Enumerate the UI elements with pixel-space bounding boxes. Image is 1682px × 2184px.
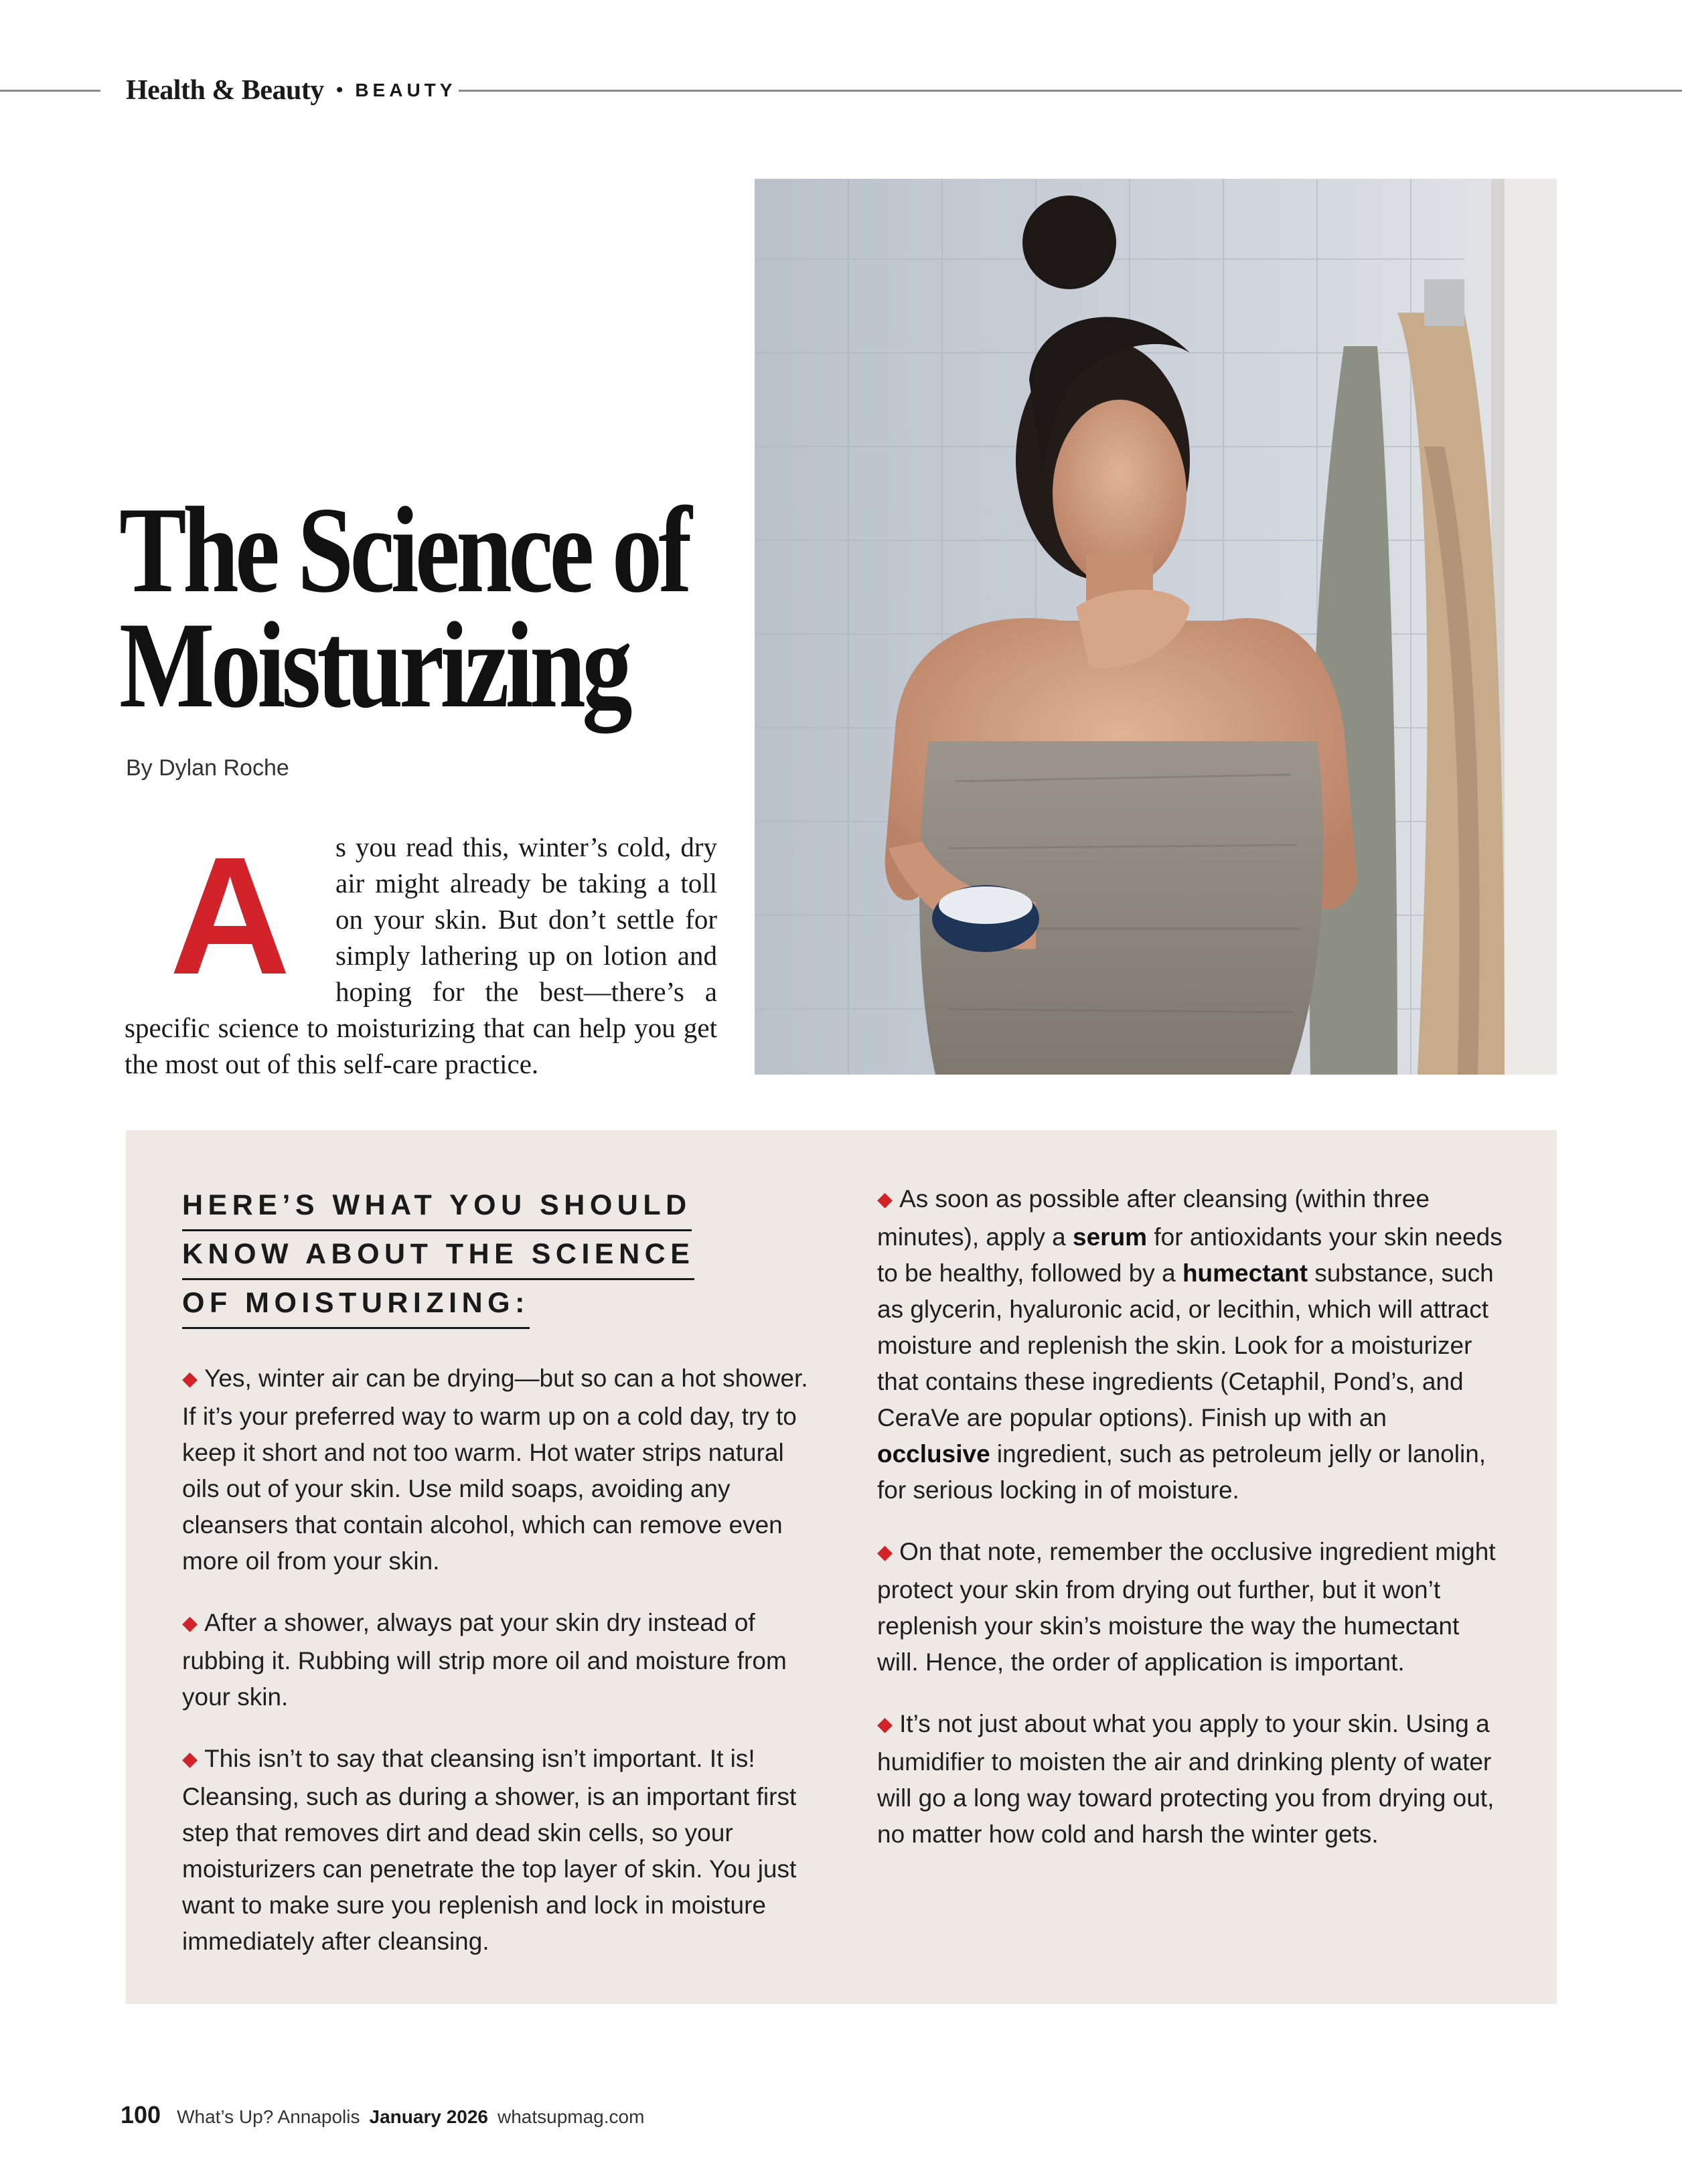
diamond-bullet-icon: ◆: [877, 1713, 893, 1735]
keyword-occlusive: occlusive: [877, 1440, 990, 1468]
website-url: whatsupmag.com: [497, 2106, 645, 2127]
publication-name: What’s Up? Annapolis: [177, 2106, 360, 2127]
header-separator: •: [335, 79, 343, 101]
diamond-bullet-icon: ◆: [182, 1612, 198, 1634]
article-intro: [125, 822, 717, 1082]
article-title: [119, 481, 688, 733]
article-title-line2: Moisturizing: [119, 597, 629, 733]
tip-text: substance, such as glycerin, hyaluronic acid, or lecithin, which will attract moisture and replenish the skin. Look for a moisturizer that contains these ingredients (Cetaphil, Pond’s, and CeraVe are popular options). Finish up with an: [877, 1259, 1494, 1431]
tip-text: for antioxidants your skin needs to be healthy, followed by a: [877, 1223, 1503, 1287]
tip-text: As soon as possible after cleansing (within three minutes), apply a: [877, 1185, 1430, 1251]
sidebar-heading-line1: HERE’S WHAT YOU SHOULD: [182, 1186, 692, 1231]
tip-text: Yes, winter air can be drying—but so can a hot shower. If it’s your preferred way to warm up on a cold day, try to keep it short and not too warm. Hot water strips natural oils out of your skin. Use mild soaps, avoiding any cleansers that contain alcohol, which can remove even more oil from your skin.: [182, 1364, 808, 1575]
keyword-serum: serum: [1073, 1223, 1148, 1251]
tip-text: After a shower, always pat your skin dry instead of rubbing it. Rubbing will strip more oil and moisture from your skin.: [182, 1609, 787, 1711]
article-byline: By Dylan Roche: [126, 755, 289, 781]
sidebar-column-right: [877, 1181, 1503, 1878]
subsection-name: BEAUTY: [355, 80, 457, 100]
section-name: Health & Beauty: [126, 75, 324, 106]
sidebar-heading-line2: KNOW ABOUT THE SCIENCE: [182, 1235, 694, 1280]
header-rule-left: [0, 90, 100, 92]
tip-text: On that note, remember the occlusive ingredient might protect your skin from drying out further, but it won’t replenish your skin’s moisture the way the humectant will. Hence, the order of application is important.: [877, 1538, 1496, 1676]
issue-date: January 2026: [369, 2106, 488, 2127]
woman-applying-moisturizer-image: [755, 179, 1557, 1075]
tip-text: This isn’t to say that cleansing isn’t important. It is! Cleansing, such as during a shower, is an important first step that removes dirt and dead skin cells, so your moisturizers can penetrate the top layer of skin. You just want to make sure you replenish and lock in moisture immediately after cleansing.: [182, 1745, 797, 1955]
section-header: [126, 67, 456, 114]
article-photo: [755, 179, 1557, 1075]
diamond-bullet-icon: ◆: [877, 1188, 893, 1211]
tip-item: [182, 1360, 808, 1579]
sidebar-column-left: [182, 1360, 808, 1985]
tip-item: [877, 1534, 1503, 1681]
article-title-line1: The Science of: [119, 481, 688, 618]
sidebar-heading-line3: OF MOISTURIZING:: [182, 1284, 530, 1329]
keyword-humectant: humectant: [1182, 1259, 1308, 1287]
drop-cap: A: [169, 822, 291, 1009]
diamond-bullet-icon: ◆: [182, 1748, 198, 1770]
diamond-bullet-icon: ◆: [877, 1541, 893, 1563]
sidebar-heading: [182, 1186, 695, 1333]
page-footer: [121, 2101, 644, 2129]
intro-text: s you read this, winter’s cold, dry air might already be taking a toll on your skin. But don’t settle for simply lathering up on lotion and hoping for the best—there’s a specific science to moisturizing that can help you get the most out of this self-care practice.: [125, 832, 717, 1079]
tip-item: [182, 1605, 808, 1715]
header-rule-right: [459, 90, 1682, 92]
tip-item: [182, 1741, 808, 1960]
page-number: 100: [121, 2101, 161, 2128]
diamond-bullet-icon: ◆: [182, 1368, 198, 1390]
tip-text: ingredient, such as petroleum jelly or lanolin, for serious locking in of moisture.: [877, 1440, 1486, 1504]
tip-item: [877, 1181, 1503, 1508]
tip-text: It’s not just about what you apply to your skin. Using a humidifier to moisten the air and drinking plenty of water will go a long way toward protecting you from drying out, no matter how cold and harsh the winter gets.: [877, 1710, 1495, 1848]
tip-item: [877, 1706, 1503, 1853]
